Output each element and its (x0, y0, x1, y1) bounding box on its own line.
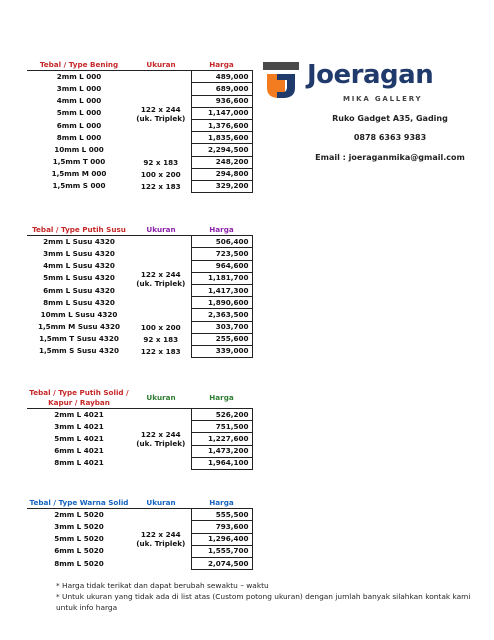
table-header-type: Tebal / Type Bening (27, 59, 131, 71)
row-price: 1,147,000 (191, 107, 252, 119)
row-type: 1,5mm T 000 (52, 157, 106, 167)
table-header-size: Ukuran (131, 497, 191, 509)
row-price: 1,417,300 (191, 284, 252, 296)
size-sub: (uk. Triplek) (136, 439, 186, 449)
row-type: 5mm L 5020 (54, 534, 104, 544)
size-main: 122 x 244 (140, 104, 181, 114)
table-row (27, 156, 252, 168)
row-type: 10mm L 000 (54, 144, 104, 154)
table-row (27, 409, 252, 421)
row-price: 303,700 (191, 321, 252, 333)
row-type: 2mm L Susu 4320 (43, 237, 115, 247)
row-type: 3mm L 5020 (54, 521, 104, 531)
row-size (131, 71, 191, 156)
row-type: 6mm L 5020 (54, 546, 104, 556)
table-row (27, 321, 252, 333)
row-type: 5mm L 4021 (54, 433, 104, 443)
table-row (27, 345, 252, 357)
table-header-price: Harga (191, 224, 252, 236)
row-size (131, 409, 191, 470)
row-price: 1,181,700 (191, 272, 252, 284)
row-price: 489,000 (191, 71, 252, 83)
row-price: 689,000 (191, 83, 252, 95)
header-line-2: Kapur / Rayban (48, 398, 110, 407)
row-price: 526,200 (191, 409, 252, 421)
table-header-size: Ukuran (131, 388, 191, 409)
row-price: 2,074,500 (191, 557, 252, 569)
row-size: 100 x 200 (140, 322, 181, 332)
table-header-type: Tebal / Type Putih Susu (27, 224, 131, 236)
row-price: 1,473,200 (191, 445, 252, 457)
row-type: 8mm L Susu 4320 (43, 297, 115, 307)
row-price: 964,600 (191, 260, 252, 272)
row-price: 2,294,500 (191, 144, 252, 156)
row-type: 1,5mm T Susu 4320 (39, 334, 119, 344)
row-type: 5mm L Susu 4320 (43, 273, 115, 283)
contact-email: Email : joeraganmika@gmail.com (315, 153, 465, 162)
row-type: 8mm L 5020 (54, 558, 104, 568)
row-price: 2,363,500 (191, 309, 252, 321)
row-price: 936,600 (191, 95, 252, 107)
row-type: 2mm L 5020 (54, 510, 104, 520)
row-type: 6mm L 000 (56, 120, 102, 130)
table-row (27, 333, 252, 345)
row-price: 723,500 (191, 248, 252, 260)
contact-address: Ruko Gadget A35, Gading (332, 114, 448, 123)
row-size: 100 x 200 (140, 169, 181, 179)
table-header-price: Harga (191, 497, 252, 509)
row-price: 1,964,100 (191, 457, 252, 469)
table-header-type: Tebal / Type Warna Solid (27, 497, 131, 509)
row-type: 3mm L Susu 4320 (43, 248, 115, 258)
size-sub: (uk. Triplek) (136, 539, 186, 549)
price-table-putih-susu (27, 224, 253, 358)
row-type: 6mm L Susu 4320 (43, 285, 115, 295)
row-size: 92 x 183 (143, 157, 179, 167)
row-price: 506,400 (191, 236, 252, 248)
row-price: 1,555,700 (191, 545, 252, 557)
row-type: 8mm L 4021 (54, 458, 104, 468)
row-type: 6mm L 4021 (54, 446, 104, 456)
row-type: 10mm L Susu 4320 (40, 309, 118, 319)
header-line-1: Tebal / Type Putih Solid / (29, 388, 129, 397)
row-type: 2mm L 4021 (54, 409, 104, 419)
footnotes (56, 580, 486, 613)
size-main: 122 x 244 (140, 269, 181, 279)
table-row (27, 236, 252, 248)
row-size: 122 x 183 (140, 346, 181, 356)
row-price: 1,890,600 (191, 297, 252, 309)
size-sub: (uk. Triplek) (136, 113, 186, 123)
row-price: 751,500 (191, 421, 252, 433)
size-main: 122 x 244 (140, 530, 181, 540)
row-price: 294,800 (191, 168, 252, 180)
row-price: 555,500 (191, 509, 252, 521)
row-price: 339,000 (191, 345, 252, 357)
table-header-size: Ukuran (131, 224, 191, 236)
row-price: 1,376,600 (191, 119, 252, 131)
size-sub: (uk. Triplek) (136, 278, 186, 288)
row-size: 92 x 183 (143, 334, 179, 344)
table-header-type (27, 388, 131, 409)
row-price: 793,600 (191, 521, 252, 533)
row-price: 1,227,600 (191, 433, 252, 445)
row-price: 248,200 (191, 156, 252, 168)
price-table-warna-solid (27, 497, 253, 570)
row-price: 255,600 (191, 333, 252, 345)
row-size (131, 236, 191, 321)
note-2: * Untuk ukuran yang tidak ada di list atas (Custom potong ukuran) dengan jumlah banyak silahkan kontak kami untuk info harga (56, 592, 471, 612)
table-row (27, 71, 252, 83)
table-header-price: Harga (191, 59, 252, 71)
row-type: 4mm L 000 (56, 96, 102, 106)
row-price: 329,200 (191, 180, 252, 192)
brand-subtitle: MIKA GALLERY (343, 95, 423, 103)
brand-name: Joeragan (307, 60, 434, 90)
row-type: 4mm L Susu 4320 (43, 261, 115, 271)
table-header-size: Ukuran (131, 59, 191, 71)
row-type: 1,5mm S 000 (52, 181, 106, 191)
price-table-putih-solid (27, 388, 253, 470)
note-1: * Harga tidak terikat dan dapat berubah sewaktu – waktu (56, 581, 269, 590)
row-price: 1,835,600 (191, 132, 252, 144)
size-main: 122 x 244 (140, 430, 181, 440)
row-size: 122 x 183 (140, 181, 181, 191)
brand-logo-icon (263, 62, 299, 102)
row-type: 3mm L 4021 (54, 421, 104, 431)
price-table-bening (27, 59, 253, 193)
row-type: 1,5mm S Susu 4320 (38, 346, 120, 356)
row-type: 5mm L 000 (56, 108, 102, 118)
table-header-price: Harga (191, 388, 252, 409)
table-row (27, 168, 252, 180)
row-type: 3mm L 000 (56, 83, 102, 93)
row-type: 2mm L 000 (56, 72, 102, 82)
row-price: 1,296,400 (191, 533, 252, 545)
table-row (27, 180, 252, 192)
contact-phone: 0878 6363 9383 (353, 133, 427, 142)
row-type: 1,5mm M 000 (51, 169, 107, 179)
row-type: 8mm L 000 (56, 132, 102, 142)
table-row (27, 509, 252, 521)
row-size (131, 509, 191, 570)
row-type: 1,5mm M Susu 4320 (37, 322, 121, 332)
